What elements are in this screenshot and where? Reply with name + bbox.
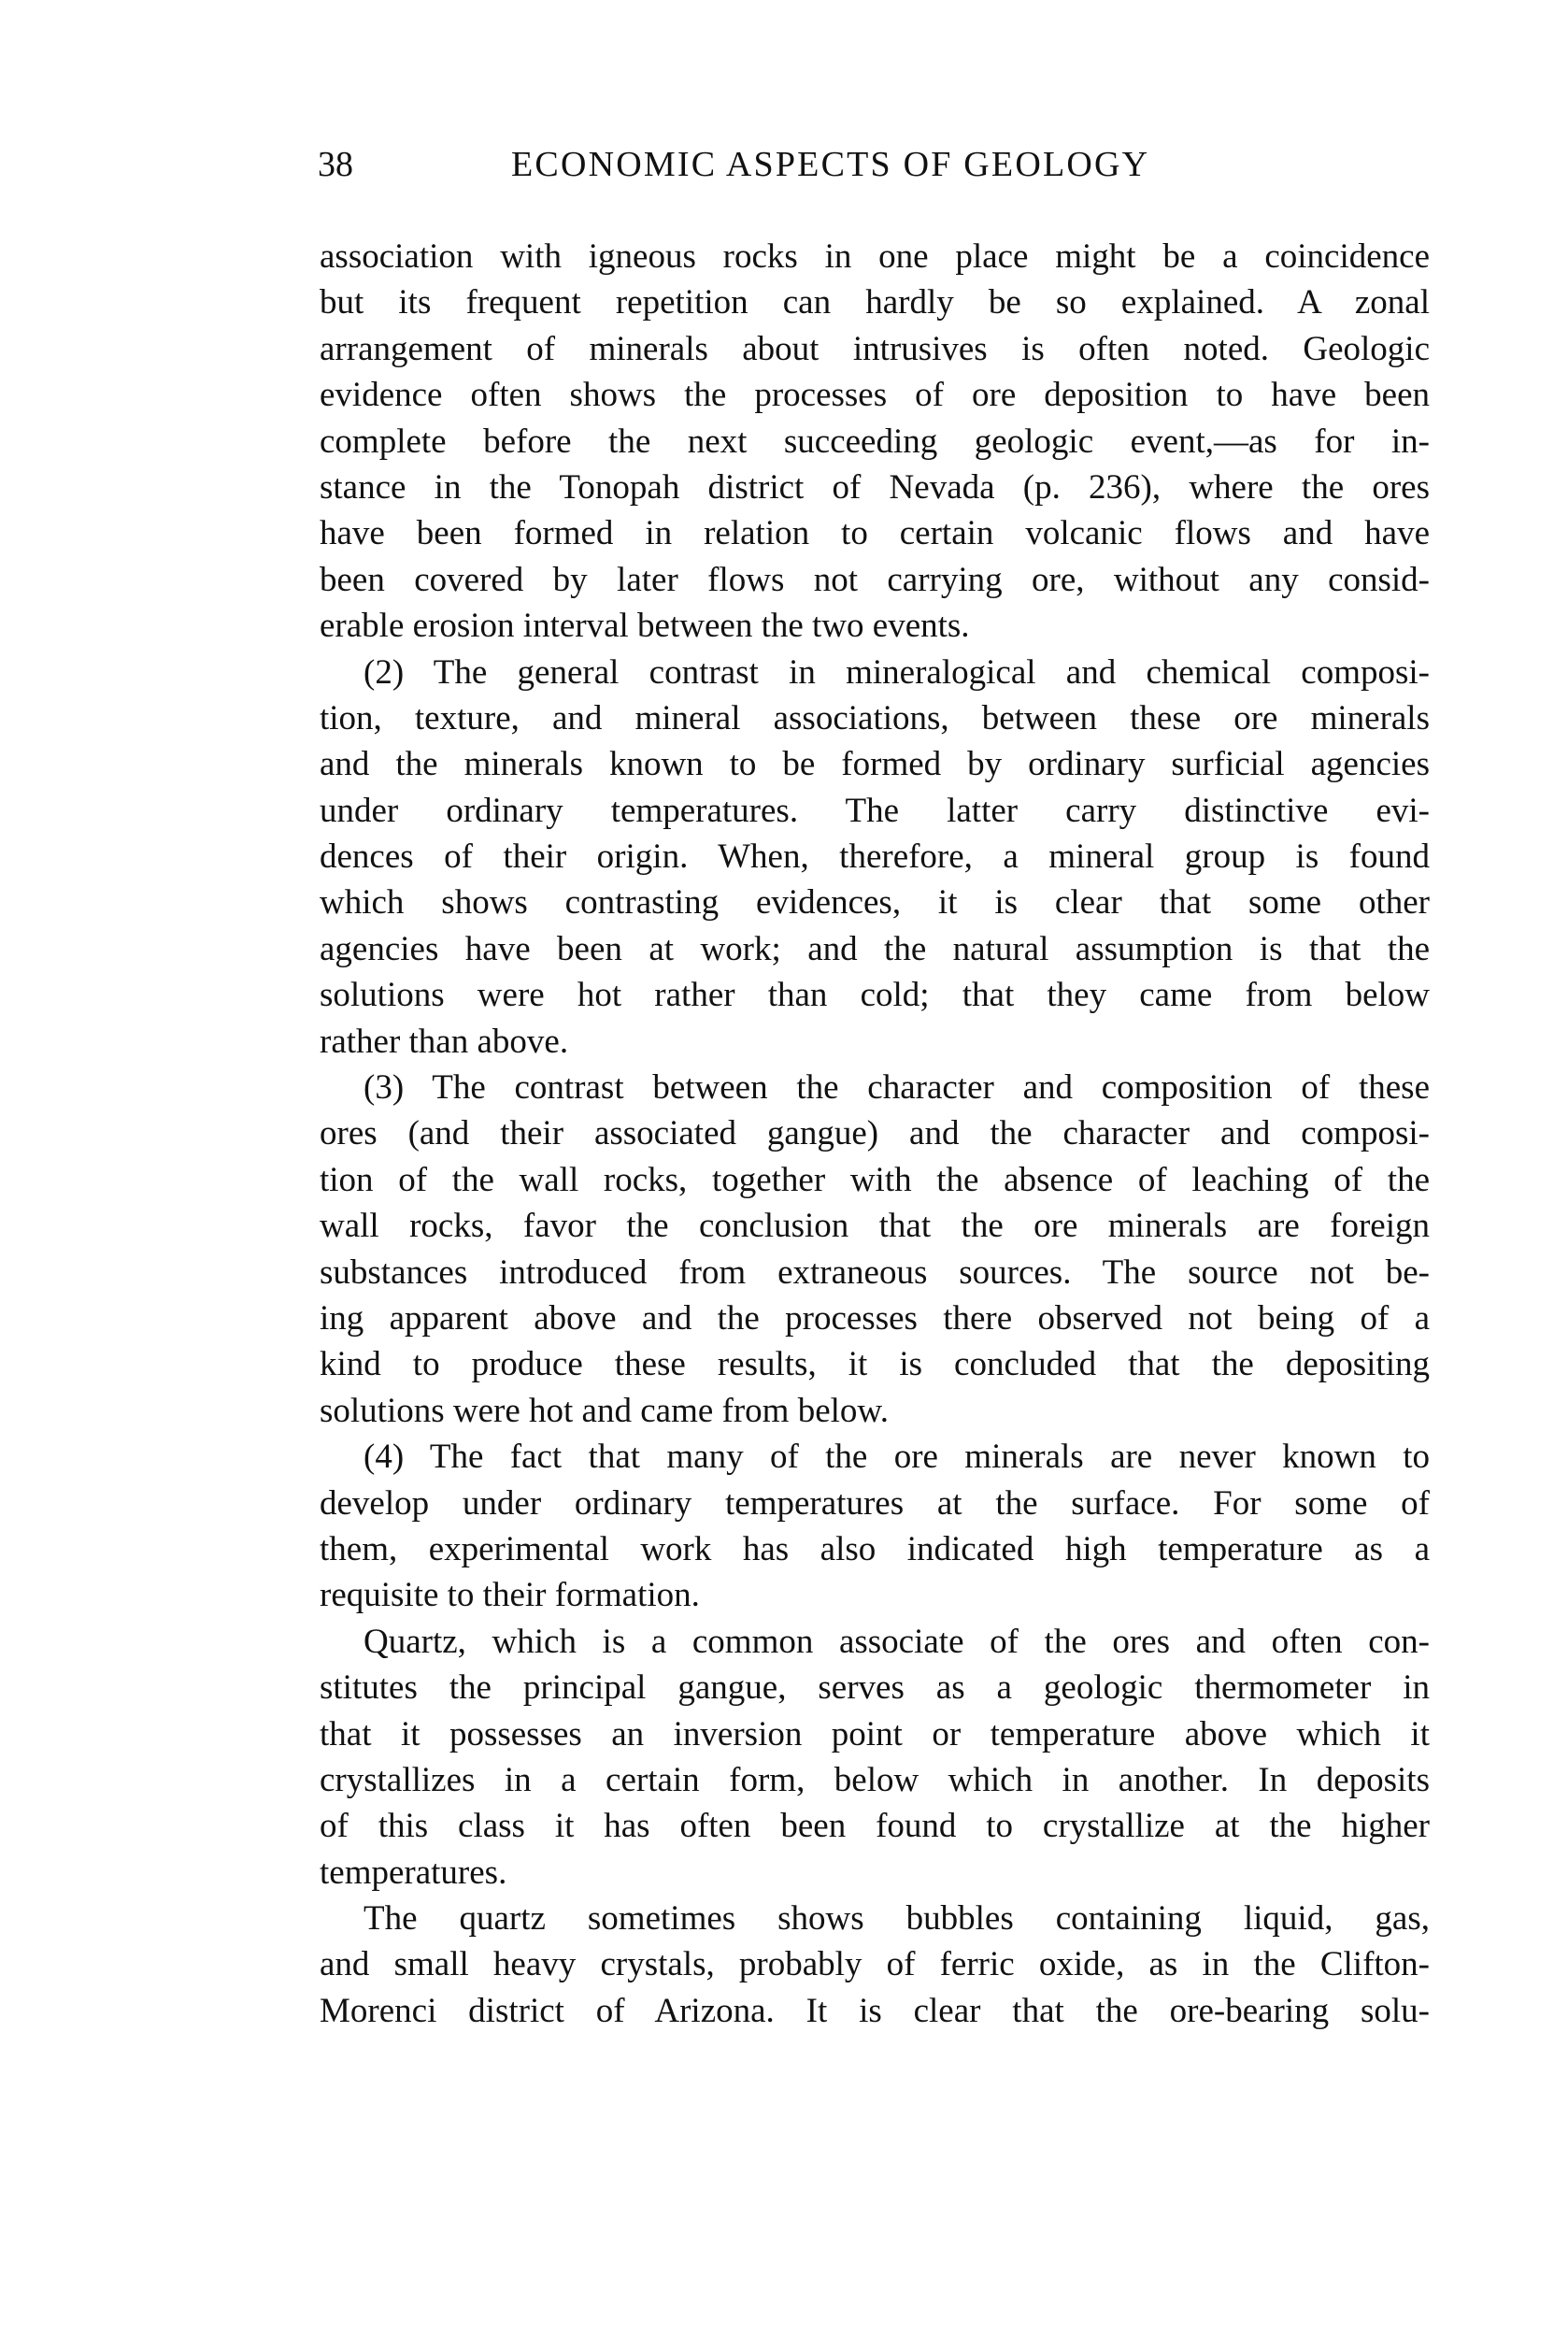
text-line: (3) The contrast between the character and composition of these [363, 1068, 1430, 1108]
text-line: solutions were hot and came from below. [320, 1391, 889, 1430]
body-text [320, 234, 1430, 2034]
text-line: temperatures. [320, 1853, 507, 1892]
text-line: kind to produce these results, it is concluded that the depositing [320, 1345, 1430, 1384]
text-line: The quartz sometimes shows bubbles containing liquid, gas, [363, 1899, 1430, 1939]
text-line: arrangement of minerals about intrusives is often noted. Geologic [320, 329, 1430, 368]
text-line: Morenci district of Arizona. It is clear that the ore-bearing solu- [320, 1991, 1430, 2030]
running-title: ECONOMIC ASPECTS OF GEOLOGY [511, 145, 1150, 184]
text-line: which shows contrasting evidences, it is clear that some other [320, 883, 1430, 923]
text-line: that it possesses an inversion point or temperature above which it [320, 1714, 1430, 1753]
text-line: them, experimental work has also indicated high temperature as a [320, 1529, 1430, 1568]
page-number: 38 [318, 145, 353, 184]
text-line: agencies have been at work; and the natural assumption is that the [320, 929, 1430, 968]
text-line: develop under ordinary temperatures at the surface. For some of [320, 1483, 1430, 1523]
text-line: stitutes the principal gangue, serves as a geologic thermometer in [320, 1668, 1430, 1708]
text-line: tion of the wall rocks, together with the absence of leaching of the [320, 1160, 1430, 1199]
text-line: been covered by later flows not carrying ore, without any consid- [320, 560, 1430, 599]
text-line: and small heavy crystals, probably of ferric oxide, as in the Clifton- [320, 1945, 1430, 1984]
paragraph [320, 234, 1430, 650]
text-line: evidence often shows the processes of ore deposition to have been [320, 376, 1430, 415]
paragraph [320, 650, 1430, 1066]
text-line: rather than above. [320, 1022, 569, 1061]
text-line: dences of their origin. When, therefore, a mineral group is found [320, 837, 1430, 877]
paragraph [320, 1065, 1430, 1434]
text-line: erable erosion interval between the two events. [320, 607, 970, 646]
text-line: wall rocks, favor the conclusion that the ore minerals are foreign [320, 1207, 1430, 1246]
text-line: and the minerals known to be formed by ordinary surficial agencies [320, 745, 1430, 784]
text-line: substances introduced from extraneous sources. The source not be- [320, 1252, 1430, 1292]
text-line: under ordinary temperatures. The latter carry distinctive evi- [320, 791, 1430, 830]
paragraph [320, 1434, 1430, 1619]
paragraph [320, 1619, 1430, 1896]
text-line: tion, texture, and mineral associations, between these ore minerals [320, 698, 1430, 737]
text-line: have been formed in relation to certain volcanic flows and have [320, 514, 1430, 553]
text-line: complete before the next succeeding geologic event,—as for in- [320, 422, 1430, 461]
text-line: (4) The fact that many of the ore minerals are never known to [363, 1438, 1430, 1477]
text-line: Quartz, which is a common associate of the ores and often con- [363, 1622, 1430, 1661]
text-line: association with igneous rocks in one place might be a coincidence [320, 237, 1430, 276]
text-line: but its frequent repetition can hardly be so explained. A zonal [320, 283, 1430, 322]
paragraph [320, 1896, 1430, 2034]
text-line: stance in the Tonopah district of Nevada (p. 236), where the ores [320, 467, 1430, 507]
text-line: requisite to their formation. [320, 1576, 700, 1615]
text-line: crystallizes in a certain form, below which in another. In deposits [320, 1760, 1430, 1799]
text-line: ing apparent above and the processes there observed not being of a [320, 1298, 1430, 1338]
text-line: ores (and their associated gangue) and the character and composi- [320, 1114, 1430, 1153]
text-line: (2) The general contrast in mineralogical and chemical composi- [363, 652, 1430, 692]
text-line: solutions were hot rather than cold; that they came from below [320, 976, 1430, 1015]
running-header [318, 142, 1430, 187]
text-line: of this class it has often been found to crystallize at the higher [320, 1807, 1430, 1846]
